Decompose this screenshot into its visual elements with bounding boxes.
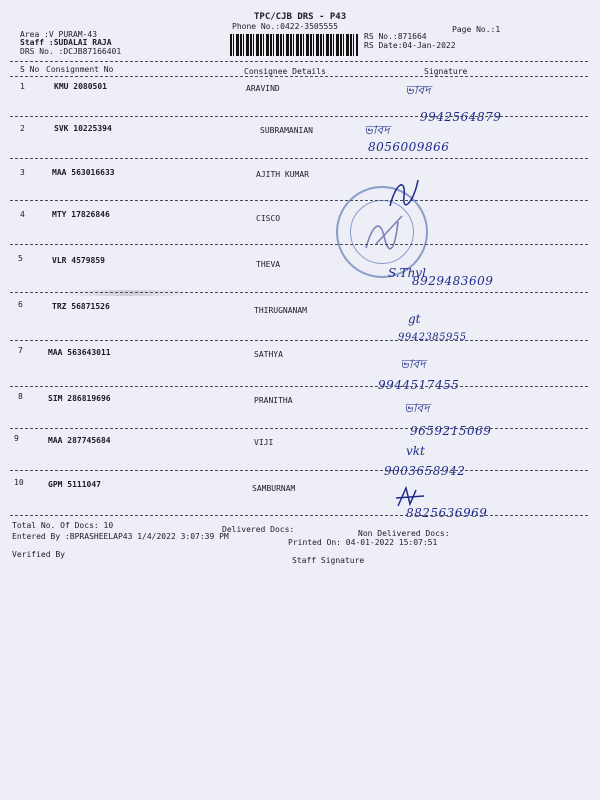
divider — [10, 244, 588, 245]
row-sno: 7 — [18, 346, 23, 355]
divider — [10, 76, 588, 77]
divider — [10, 428, 588, 429]
entered-by: Entered By :BPRASHEELAP43 1/4/2022 3:07:39 PM — [12, 532, 229, 541]
row-consignment: MAA 563016633 — [52, 168, 115, 177]
column-consignee: Consignee Details — [244, 67, 326, 76]
row-sno: 2 — [20, 124, 25, 133]
verified-by: Verified By — [12, 550, 65, 559]
row-consignee: PRANITHA — [254, 396, 293, 405]
row-sno: 8 — [18, 392, 23, 401]
divider — [10, 292, 588, 293]
column-signature: Signature — [424, 67, 468, 76]
divider — [10, 61, 588, 62]
area-label: Area :V PURAM-43 — [20, 30, 98, 39]
signature-phone: 9659215069 — [410, 424, 492, 438]
signature-name: ভাবদ — [400, 357, 426, 371]
row-consignment: KMU 2080501 — [54, 82, 107, 91]
row-consignee: AJITH KUMAR — [256, 170, 309, 179]
staff-signature: Staff Signature — [292, 556, 365, 565]
row-consignment: MAA 563643011 — [48, 348, 111, 357]
divider — [10, 515, 588, 516]
row-consignee: VIJI — [254, 438, 274, 447]
column-consignment: Consignment No — [46, 65, 114, 74]
signature-name: ভাবদ — [364, 123, 390, 137]
row-consignee: CISCO — [256, 214, 281, 223]
row-sno: 10 — [14, 478, 24, 487]
row-sno: 9 — [14, 434, 19, 443]
row-consignment: VLR 4579859 — [52, 256, 105, 265]
phone-number: Phone No.:0422-3505555 — [232, 22, 338, 31]
divider — [10, 200, 588, 201]
barcode — [230, 34, 358, 56]
signature-name: ভাবদ — [404, 401, 430, 415]
row-consignment: SIM 286819696 — [48, 394, 111, 403]
row-sno: 4 — [20, 210, 25, 219]
signature-phone: 9942385955 — [398, 332, 467, 343]
print-smudge — [62, 290, 192, 296]
row-consignee: SATHYA — [254, 350, 283, 359]
rs-number: RS No.:871664 — [364, 32, 427, 41]
signature-name: S.Thvl — [388, 266, 426, 280]
row-consignee: THEVA — [256, 260, 281, 269]
signature-phone: 9003658942 — [384, 464, 466, 478]
page-number: Page No.:1 — [452, 25, 501, 34]
row-consignment: MTY 17826846 — [52, 210, 110, 219]
signature-phone: 8056009866 — [368, 140, 450, 154]
row-consignment: TRZ 56871526 — [52, 302, 110, 311]
signature-name: ভাবদ — [405, 83, 431, 97]
total-docs: Total No. Of Docs: 10 — [12, 521, 114, 530]
signature-phone: 9942564879 — [420, 110, 502, 124]
divider — [10, 386, 588, 387]
row-consignee: THIRUGNANAM — [254, 306, 307, 315]
signature-phone: 8929483609 — [412, 274, 494, 288]
divider — [10, 340, 588, 341]
row-consignment: SVK 10225394 — [54, 124, 112, 133]
column-sno: S No — [20, 65, 40, 74]
drs-number: DRS No. :DCJB87166401 — [20, 47, 122, 56]
printed-on: Printed On: 04-01-2022 15:07:51 — [288, 538, 438, 547]
signature-phone: 8825636969 — [406, 506, 488, 520]
row-sno: 3 — [20, 168, 25, 177]
document-title: TPC/CJB DRS - P43 — [254, 12, 347, 22]
row-consignment: GPM 5111047 — [48, 480, 101, 489]
divider — [10, 116, 588, 117]
initials-scribble — [384, 172, 424, 212]
row-consignee: ARAVIND — [246, 84, 280, 93]
divider — [10, 470, 588, 471]
row-sno: 6 — [18, 300, 23, 309]
signature-name: gt — [408, 312, 421, 326]
row-consignment: MAA 287745684 — [48, 436, 111, 445]
rs-date: RS Date:04-Jan-2022 — [364, 41, 456, 50]
divider — [10, 158, 588, 159]
row-consignee: SUBRAMANIAN — [260, 126, 313, 135]
signature-phone: 9944517455 — [378, 378, 460, 392]
staff-label: Staff :SUDALAI RAJA — [20, 38, 112, 47]
non-delivered-docs: Non Delivered Docs: — [358, 529, 450, 538]
delivered-docs: Delivered Docs: — [222, 525, 295, 534]
signature-name: vkt — [406, 444, 425, 458]
row-sno: 1 — [20, 82, 25, 91]
row-sno: 5 — [18, 254, 23, 263]
row-consignee: SAMBURNAM — [252, 484, 296, 493]
